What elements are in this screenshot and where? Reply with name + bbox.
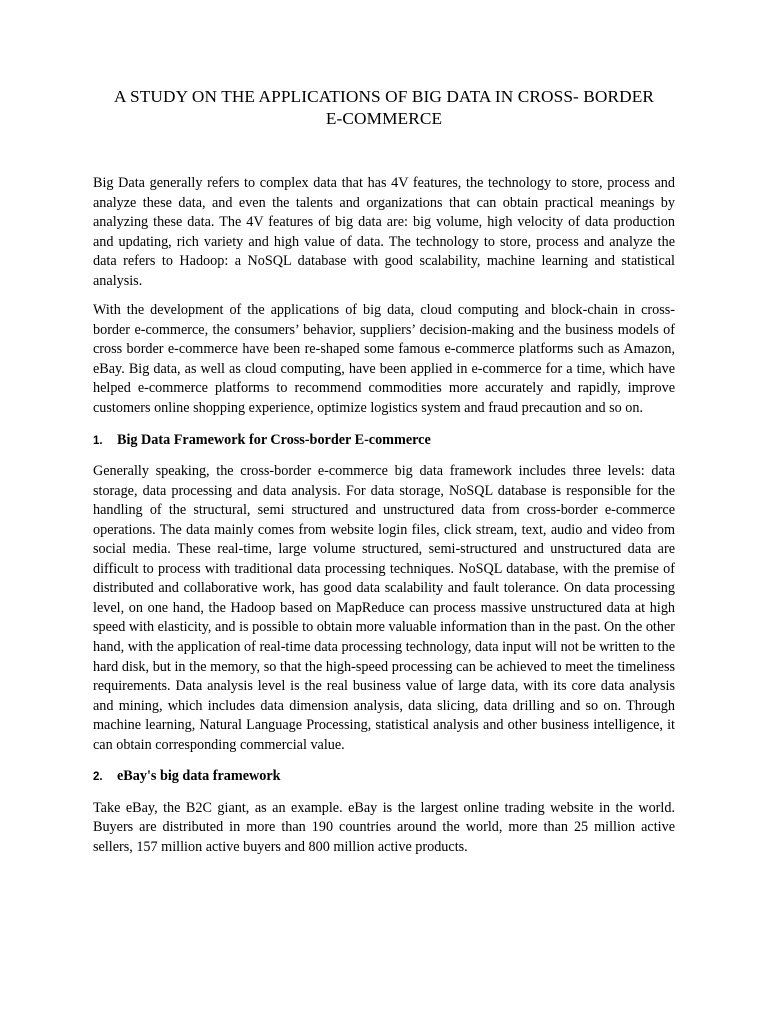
- section-heading-1: [93, 431, 675, 452]
- section-heading-text: eBay's big data framework: [117, 768, 281, 785]
- section-1-paragraph: Generally speaking, the cross-border e-commerce big data framework includes three levels: data storage, data processing and data analysis. For data storage, NoSQL database is responsible for the handling of the structural, semi structured and unstructured data from cross-border e-commerce operations. The data mainly comes from website login files, click stream, text, audio and video from social media. These real-time, large volume structured, semi-structured and unstructured data are difficult to process with traditional data processing techniques. NoSQL database, with the premise of distributed and collaborative work, has good data scalability and fault tolerance. On data processing level, on one hand, the Hadoop based on MapReduce can process massive unstructured data at high speed with elasticity, and is possible to obtain more valuable information than in the past. On the other hand, with the application of real-time data processing technology, data input will not be written to the hard disk, but in the memory, so that the high-speed processing can be achieved to meet the timeliness requirements. Data analysis level is the real business value of large data, with its core data analysis and mining, which includes data dimension analysis, data slicing, data drilling and so on. Through machine learning, Natural Language Processing, statistical analysis and other business intelligence, it can obtain corresponding commercial value.: [93, 463, 675, 753]
- intro-paragraph-2: With the development of the applications of big data, cloud computing and block-chain in cross-border e-commerce, the consumers’ behavior, suppliers’ decision-making and the business models of cross border e-commerce have been re-shaped some famous e-commerce platforms such as Amazon, eBay. Big data, as well as cloud computing, have been applied in e-commerce for a time, which have helped e-commerce platforms to recommend commodities more accurately and rapidly, improve customers online shopping experience, optimize logistics system and fraud precaution and so on.: [93, 302, 675, 417]
- document-page: [93, 86, 675, 868]
- title-line-2: E-COMMERCE: [325, 109, 443, 128]
- intro-paragraph-1: Big Data generally refers to complex data that has 4V features, the technology to store, process and analyze these data, and even the talents and organizations that can obtain practical meanings by analyzing these data. The 4V features of big data are: big volume, high velocity of data production and updating, rich variety and high value of data. The technology to store, process and analyze the data refers to Hadoop: a NoSQL database with good scalability, machine learning and statistical analysis.: [93, 175, 675, 289]
- section-heading-text: Big Data Framework for Cross-border E-commerce: [117, 431, 431, 448]
- title-line-1: A STUDY ON THE APPLICATIONS OF BIG DATA IN CROSS- BORDER: [114, 87, 654, 106]
- section-heading-2: [93, 767, 675, 788]
- section-number: 1.: [93, 434, 103, 447]
- document-title: [93, 86, 675, 130]
- section-2-paragraph: Take eBay, the B2C giant, as an example. eBay is the largest online trading website in the world. Buyers are distributed in more than 190 countries around the world, more than 25 million active sellers, 157 million active buyers and 800 million active products.: [93, 799, 675, 855]
- section-number: 2.: [93, 771, 103, 784]
